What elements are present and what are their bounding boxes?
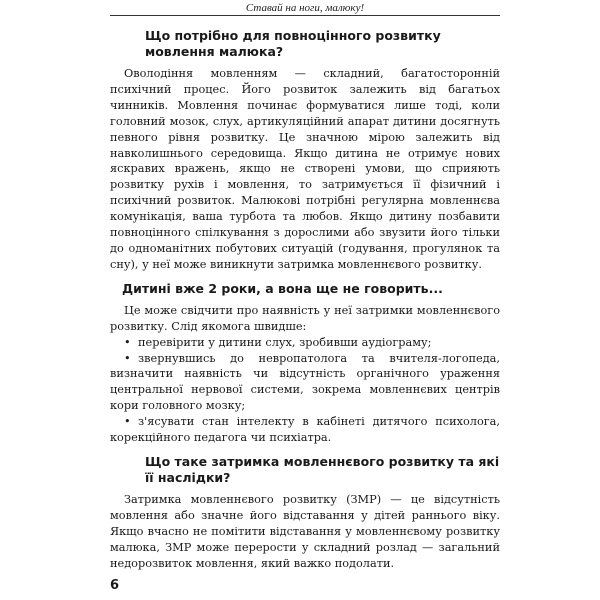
list-item-text: звернувшись до невропатолога та вчителя-логопеда, визначити наявність чи відсутність органічного ураження центральної нервової системи, зокрема мовленнєвих центрів кори головного мозку; (110, 351, 500, 413)
list-item (110, 335, 500, 351)
list-item (110, 414, 500, 446)
list-item (110, 351, 500, 415)
list-item-text: перевірити у дитини слух, зробивши аудіограму; (138, 335, 432, 349)
list-item-text: з'ясувати стан інтелекту в кабінеті дитячого психолога, корекційного педагога чи психіатра. (110, 415, 500, 445)
section-body (110, 492, 500, 572)
paragraph: Оволодіння мовленням — складний, багатосторонній психічний процес. Його розвиток залежить від багатьох чинників. Мовлення починає формуватися лише тоді, коли головний мозок, слух, артикуляційний апарат дитини досягнуть певного рівня розвитку. Це значною мірою залежить від навколишнього середовища. Якщо дитина не отримує нових яскравих вражень, якщо не створені умови, що сприяють розвитку рухів і мовлення, то затримується її фізичний і психічний розвиток. Малюкові потрібні регулярна мовленнєва комунікація, ваша турбота та любов. Якщо дитину позбавити повноцінного спілкування з дорослими або звузити його тільки до одноманітних побутових ситуацій (годування, прогулянок та сну), у неї може виникнути затримка мовленнєвого розвитку. (110, 67, 500, 271)
paragraph: Затримка мовленнєвого розвитку (ЗМР) — це відсутність мовлення або значне його відставання у дітей раннього віку. Якщо вчасно не помітити відставання у мовленнєвому розвитку малюка, ЗМР може перерости у складний розлад — загальний недорозвиток мовлення, який важко подолати. (110, 492, 500, 570)
section-heading: Дитині вже 2 роки, а вона ще не говорить... (122, 280, 443, 296)
page-number: 6 (110, 578, 120, 593)
section-heading: Що таке затримка мовленнєвого розвитку та які її наслідки? (145, 453, 500, 485)
bullet-icon: • (124, 335, 131, 349)
bullet-icon: • (124, 415, 131, 429)
section-body (110, 66, 500, 273)
running-header: Ставай на ноги, малюку! (110, 2, 500, 16)
bullet-icon: • (124, 351, 131, 365)
section-body (110, 303, 500, 446)
section-heading: Що потрібно для повноцінного розвитку мовлення малюка? (145, 28, 441, 59)
paragraph: Це може свідчити про наявність у неї затримки мовленнєвого розвитку. Слід якомога швидше: (110, 303, 500, 333)
page-content (110, 26, 500, 571)
